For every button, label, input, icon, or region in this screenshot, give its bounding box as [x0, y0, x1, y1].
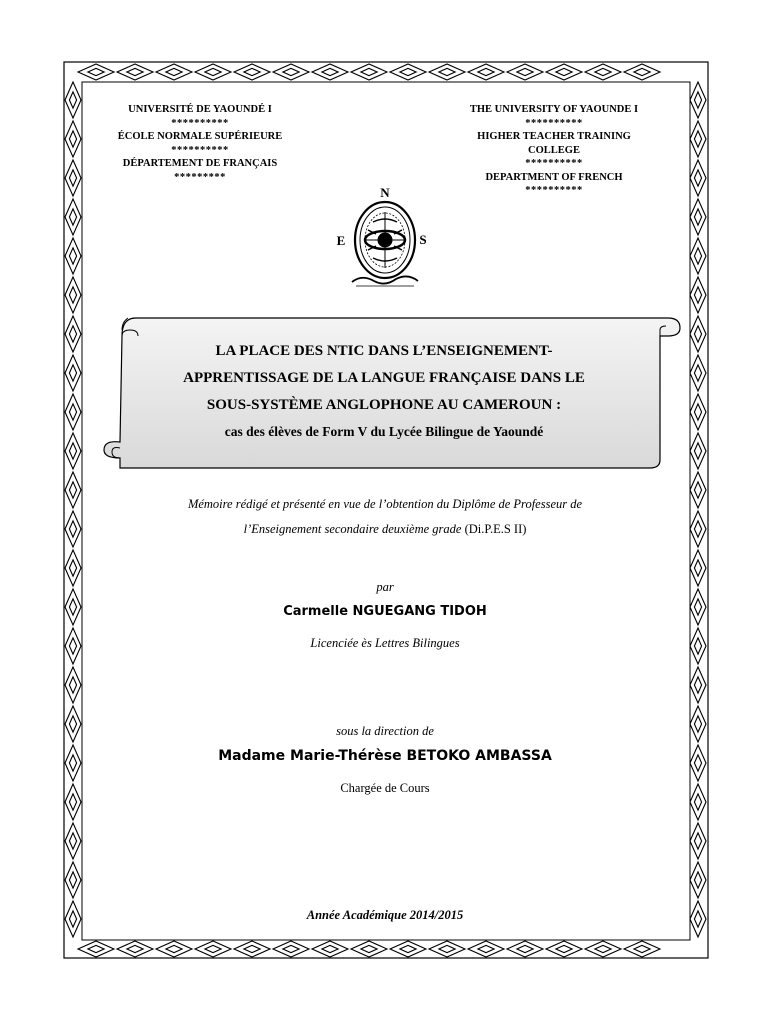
by-label: par [376, 580, 394, 594]
memoire-line-2 [90, 517, 680, 542]
school-name-en-line1: HIGHER TEACHER TRAINING [477, 131, 631, 142]
memoire-line-1: Mémoire rédigé et présenté en vue de l’obtention du Diplôme de Professeur de [187, 497, 583, 511]
university-name-fr: UNIVERSITÉ DE YAOUNDÉ I [128, 104, 272, 115]
title-line-2: APPRENTISSAGE DE LA LANGUE FRANÇAISE DANS LE [183, 370, 585, 386]
school-name-en-line2: COLLEGE [528, 144, 580, 156]
separator-stars: ********* [174, 171, 226, 183]
memoire-degree: l’Enseignement secondaire deuxième grade [243, 522, 462, 536]
director-name: Madame Marie-Thérèse BETOKO AMBASSA [218, 748, 552, 764]
thesis-title [130, 338, 638, 445]
school-name-fr: ÉCOLE NORMALE SUPÉRIEURE [117, 131, 283, 142]
university-name-en: THE UNIVERSITY OF YAOUNDE I [469, 104, 639, 115]
author-name: Carmelle NGUEGANG TIDOH [283, 604, 487, 619]
department-name-en: DEPARTMENT OF FRENCH [485, 171, 623, 183]
separator-stars: ********** [171, 144, 229, 156]
compass-north-label: N [380, 185, 390, 200]
separator-stars: ********** [525, 158, 583, 169]
academic-year: Année Académique 2014/2015 [306, 908, 464, 922]
compass-south-label: S [419, 232, 427, 247]
memoire-degree-abbr: (Di.P.E.S II) [464, 522, 527, 536]
supervision-label: sous la direction de [336, 724, 434, 738]
separator-stars: ********** [171, 117, 229, 129]
compass-east-label: E [336, 233, 346, 248]
separator-stars: ********** [525, 185, 583, 196]
director-title: Chargée de Cours [340, 781, 430, 795]
title-line-1: LA PLACE DES NTIC DANS L’ENSEIGNEMENT- [215, 343, 553, 359]
title-line-3: SOUS-SYSTÈME ANGLOPHONE AU CAMEROUN : [206, 397, 562, 413]
author-degree: Licenciée ès Lettres Bilingues [310, 636, 460, 650]
title-subtitle: cas des élèves de Form V du Lycée Bilingue de Yaoundé [224, 424, 544, 439]
separator-stars: ********** [525, 117, 583, 129]
department-name-fr: DÉPARTEMENT DE FRANÇAIS [122, 158, 278, 169]
memoire-description [90, 492, 680, 542]
